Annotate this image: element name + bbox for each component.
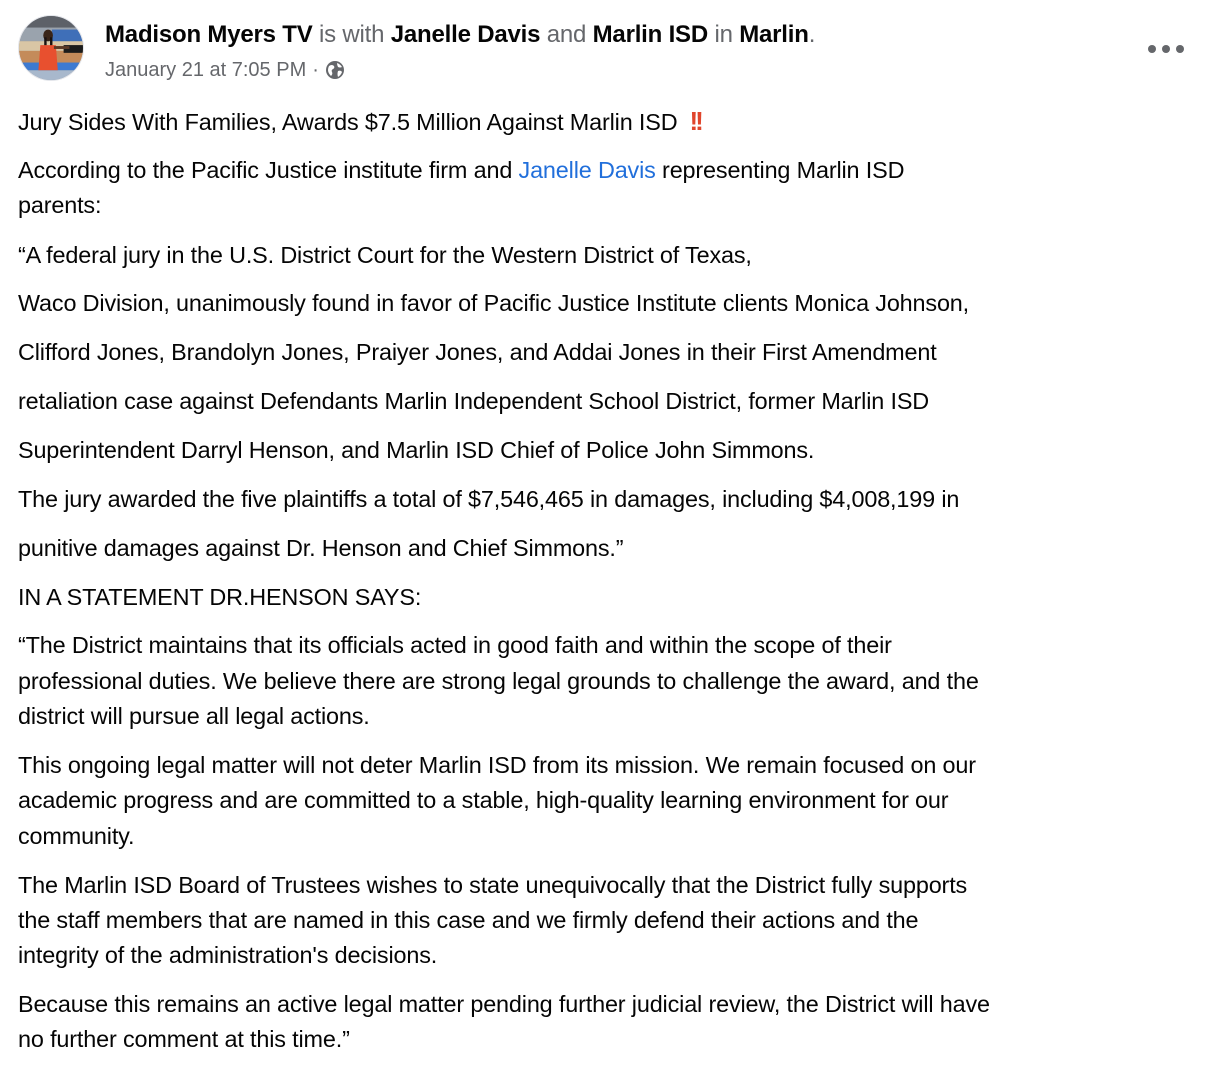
statement-p3-line: integrity of the administration's decisions. [18, 942, 438, 968]
quote-line: retaliation case against Defendants Marlin Independent School District, former Marlin ISD [18, 388, 930, 414]
intro-line-2: parents: [18, 192, 102, 218]
in-text: in [714, 21, 733, 48]
quote-line: Superintendent Darryl Henson, and Marlin ISD Chief of Police John Simmons. [18, 437, 815, 463]
statement-p2-line: This ongoing legal matter will not deter Marlin ISD from its mission. We remain focused on our [18, 752, 976, 778]
location-link[interactable]: Marlin [739, 21, 809, 48]
intro-text: According to the Pacific Justice institute firm and [18, 157, 519, 183]
statement-p3-line: The Marlin ISD Board of Trustees wishes to state unequivocally that the District fully supports [18, 872, 968, 898]
statement-p4-line: Because this remains an active legal matter pending further judicial review, the District will have [18, 991, 990, 1017]
avatar-photo [19, 16, 83, 80]
is-with-text: is with [318, 21, 385, 48]
double-exclamation-icon: !! [689, 106, 701, 136]
tagged-page-link[interactable]: Marlin ISD [592, 21, 708, 48]
quote-line: Waco Division, unanimously found in favor of Pacific Justice Institute clients Monica Johnson, [18, 290, 970, 316]
avatar[interactable] [18, 15, 84, 81]
timestamp-link[interactable]: January 21 at 7:05 PM [105, 59, 307, 81]
more-dot-icon [1162, 45, 1170, 53]
statement-heading: IN A STATEMENT DR.HENSON SAYS: [18, 584, 422, 610]
post-header [105, 20, 815, 50]
author-name[interactable]: Madison Myers TV [105, 21, 313, 48]
award-line: The jury awarded the five plaintiffs a total of $7,546,465 in damages, including $4,008,199 in [18, 486, 960, 512]
more-options-button[interactable] [1148, 38, 1184, 60]
quote-line: Clifford Jones, Brandolyn Jones, Praiyer Jones, and Addai Jones in their First Amendment [18, 339, 937, 365]
post-title [18, 106, 701, 137]
statement-p1-line: “The District maintains that its officials acted in good faith and within the scope of their [18, 632, 892, 658]
janelle-davis-link[interactable]: Janelle Davis [518, 157, 656, 183]
award-line: punitive damages against Dr. Henson and Chief Simmons.” [18, 535, 624, 561]
globe-icon[interactable] [325, 60, 345, 80]
intro-line-1 [18, 155, 904, 185]
statement-p4-line: no further comment at this time.” [18, 1026, 350, 1052]
more-dot-icon [1148, 45, 1156, 53]
post-title-text: Jury Sides With Families, Awards $7.5 Million Against Marlin ISD [18, 109, 678, 135]
post-meta [105, 57, 345, 83]
more-dot-icon [1176, 45, 1184, 53]
statement-p2-line: community. [18, 823, 135, 849]
statement-p3-line: the staff members that are named in this case and we firmly defend their actions and the [18, 907, 919, 933]
tagged-person-link[interactable]: Janelle Davis [390, 21, 541, 48]
quote-line: “A federal jury in the U.S. District Court for the Western District of Texas, [18, 242, 752, 268]
intro-text-cont: representing Marlin ISD [655, 157, 905, 183]
period: . [808, 21, 816, 48]
statement-p1-line: professional duties. We believe there are strong legal grounds to challenge the award, and the [18, 668, 979, 694]
meta-separator: · [312, 59, 319, 81]
statement-p1-line: district will pursue all legal actions. [18, 703, 370, 729]
and-text: and [546, 21, 587, 48]
statement-p2-line: academic progress and are committed to a stable, high-quality learning environment for our [18, 787, 949, 813]
